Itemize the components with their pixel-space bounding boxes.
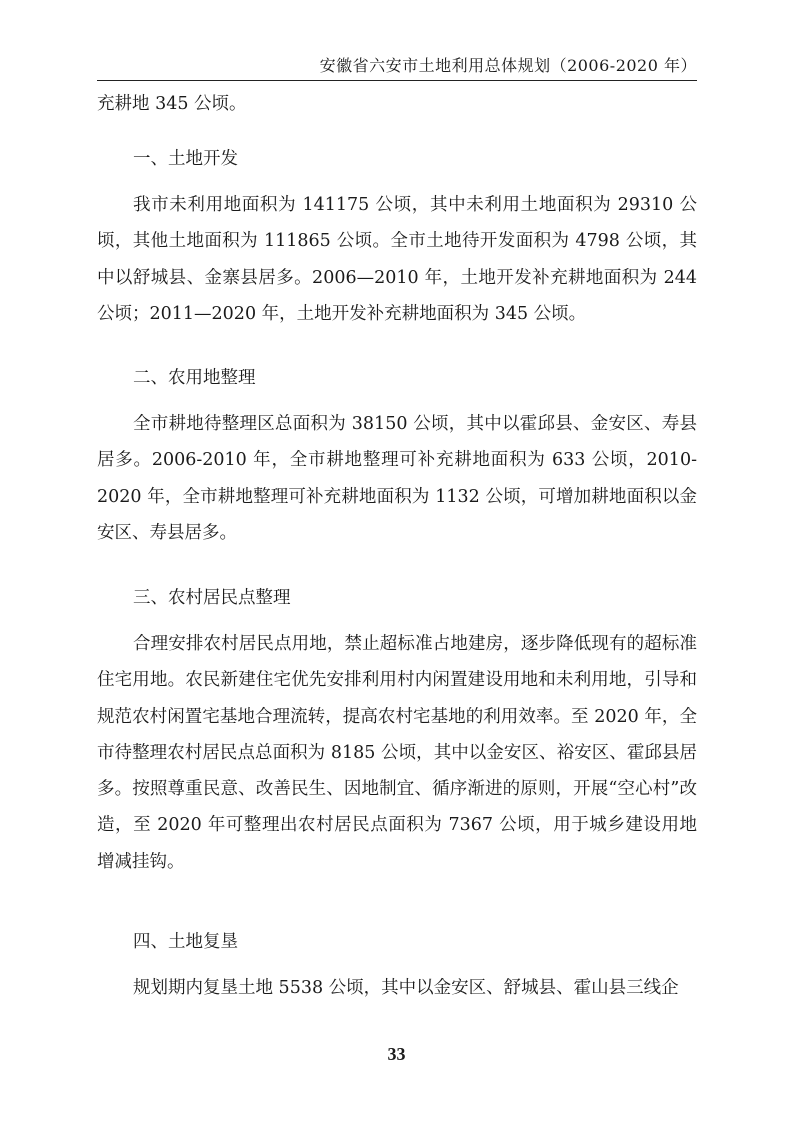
running-header: 安徽省六安市土地利用总体规划（2006-2020 年） <box>319 56 697 75</box>
paragraph-land-reclamation: 规划期内复垦土地 5538 公顷，其中以金安区、舒城县、霍山县三线企 <box>133 978 679 998</box>
intro-fragment: 充耕地 345 公顷。 <box>97 94 247 114</box>
section-heading-farmland-consolidation: 二、农用地整理 <box>133 368 256 388</box>
section-heading-land-reclamation: 四、土地复垦 <box>133 932 238 952</box>
section-heading-land-development: 一、土地开发 <box>133 149 238 169</box>
paragraph-rural-settlement: 合理安排农村居民点用地，禁止超标准占地建房，逐步降低现有的超标准住宅用地。农民新建住宅优先安排利用村内闲置建设用地和未利用地，引导和规范农村闲置宅基地合理流转，提高农村宅基地的利用效率。至 2020 年，全市待整理农村居民点总面积为 8185 公顷，其中以金安区、裕安区、霍邱县居多。按照尊重民意、改善民生、因地制宜、循序渐进的原则，开展“空心村”改造，至 2020 年可整理出农村居民点面积为 7367 公顷，用于城乡建设用地增减挂钩。 <box>97 634 697 872</box>
paragraph-land-development: 我市未利用地面积为 141175 公顷，其中未利用土地面积为 29310 公顷，其他土地面积为 111865 公顷。全市土地待开发面积为 4798 公顷，其中以舒城县、金寨县居多。2006—2010 年，土地开发补充耕地面积为 244 公顷；2011—2020 年，土地开发补充耕地面积为 345 公顷。 <box>97 195 697 324</box>
paragraph-farmland-consolidation: 全市耕地待整理区总面积为 38150 公顷，其中以霍邱县、金安区、寿县居多。2006-2010 年，全市耕地整理可补充耕地面积为 633 公顷，2010-2020 年，全市耕地整理可补充耕地面积为 1132 公顷，可增加耕地面积以金安区、寿县居多。 <box>97 414 697 543</box>
section-heading-rural-settlement: 三、农村居民点整理 <box>133 588 291 608</box>
page-number: 33 <box>387 1044 406 1064</box>
header-rule <box>97 80 697 81</box>
